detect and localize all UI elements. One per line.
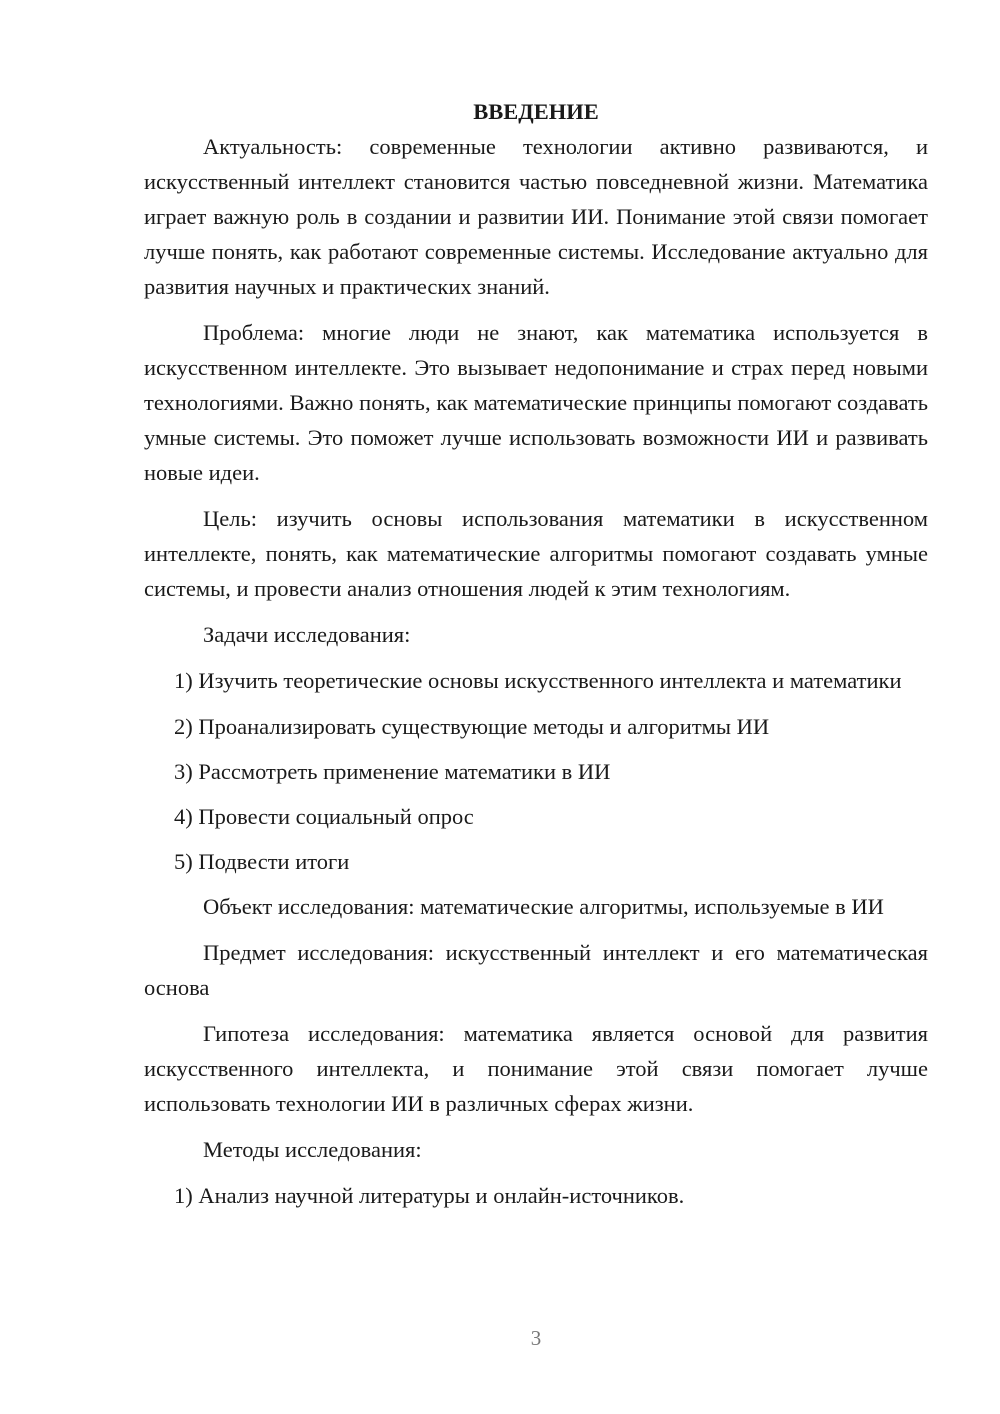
task-item: 5) Подвести итоги (174, 849, 350, 874)
page-number: 3 (530, 1326, 542, 1350)
hypothesis-paragraph: Гипотеза исследования: математика является основой для развития искусственного интеллекта, и понимание этой связи помогает лучше использовать технологии ИИ в различных сферах жизни. (144, 1021, 928, 1116)
page-content (144, 94, 928, 1223)
subject-paragraph: Предмет исследования: искусственный интеллект и его математическая основа (144, 940, 928, 1000)
goal-paragraph: Цель: изучить основы использования математики в искусственном интеллекте, понять, как математические алгоритмы помогают создавать умные системы, и провести анализ отношения людей к этим технологиям. (144, 506, 928, 601)
task-item: 4) Провести социальный опрос (174, 804, 474, 829)
task-item: 3) Рассмотреть применение математики в ИИ (174, 759, 611, 784)
tasks-title: Задачи исследования: (203, 622, 411, 647)
methods-title: Методы исследования: (203, 1137, 422, 1162)
page-heading: ВВЕДЕНИЕ (473, 99, 599, 124)
object-paragraph: Объект исследования: математические алгоритмы, используемые в ИИ (203, 894, 884, 919)
task-item: 1) Изучить теоретические основы искусственного интеллекта и математики (174, 668, 902, 693)
relevance-paragraph: Актуальность: современные технологии активно развиваются, и искусственный интеллект становится частью повседневной жизни. Математика играет важную роль в создании и развитии ИИ. Понимание этой связи помогает лучше понять, как работают современные системы. Исследование актуально для развития научных и практических знаний. (144, 134, 928, 299)
method-item: 1) Анализ научной литературы и онлайн-источников. (174, 1183, 685, 1208)
problem-paragraph: Проблема: многие люди не знают, как математика используется в искусственном интеллекте. Это вызывает недопонимание и страх перед новыми технологиями. Важно понять, как математические принципы помогают создавать умные системы. Это поможет лучше использовать возможности ИИ и развивать новые идеи. (144, 320, 928, 485)
task-item: 2) Проанализировать существующие методы и алгоритмы ИИ (174, 714, 770, 739)
